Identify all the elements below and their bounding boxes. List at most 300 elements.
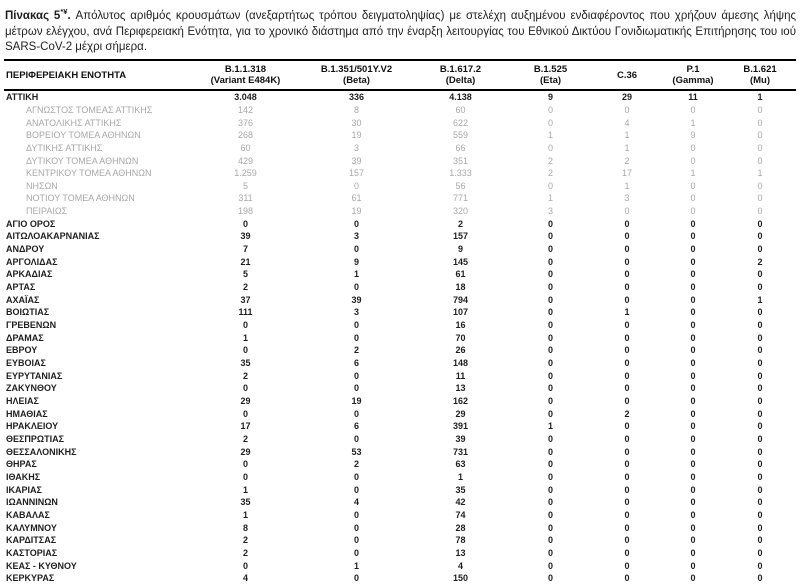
value-cell: 0: [624, 446, 630, 457]
value-cell: 0: [757, 345, 763, 356]
value-cell: 0: [547, 484, 553, 495]
variant-alias: (Beta): [343, 75, 370, 87]
caption-label: Πίνακας 5*¥.: [5, 7, 76, 22]
value-cell: 0: [757, 408, 763, 419]
value-cell: 0: [624, 459, 630, 470]
region-cell: ΝΟΤΙΟΥ ΤΟΜΕΑ ΑΘΗΝΩΝ: [26, 193, 135, 204]
value-cell: 0: [353, 370, 359, 381]
value-cell: 0: [690, 573, 696, 584]
value-cell: 0: [690, 206, 696, 217]
table-row-sub: [4, 142, 796, 155]
value-cell: 4: [242, 573, 248, 584]
value-cell: 0: [547, 117, 553, 128]
value-cell: 7: [242, 244, 248, 255]
value-cell: 0: [624, 433, 630, 444]
table-row: [4, 344, 796, 357]
value-cell: 622: [452, 117, 469, 128]
value-cell: 4: [457, 560, 463, 571]
value-cell: 1: [757, 168, 763, 179]
value-cell: 0: [547, 522, 553, 533]
value-cell: 0: [690, 408, 696, 419]
value-cell: 157: [348, 168, 365, 179]
region-cell: ΠΕΙΡΑΙΩΣ: [26, 206, 68, 217]
value-cell: 37: [240, 294, 251, 305]
value-cell: 0: [547, 459, 553, 470]
value-cell: 0: [624, 560, 630, 571]
value-cell: 0: [624, 256, 630, 267]
value-cell: 0: [624, 294, 630, 305]
value-cell: 39: [455, 433, 466, 444]
value-cell: 111: [238, 307, 253, 318]
region-cell: ΔΥΤΙΚΟΥ ΤΟΜΕΑ ΑΘΗΝΩΝ: [26, 155, 139, 166]
table-row: [4, 560, 796, 573]
value-cell: 6: [353, 421, 359, 432]
value-cell: 0: [547, 180, 553, 191]
region-cell: ΕΒΡΟΥ: [6, 345, 38, 356]
value-cell: 0: [242, 408, 248, 419]
value-cell: 9: [457, 244, 463, 255]
region-cell: ΗΜΑΘΙΑΣ: [6, 408, 48, 419]
value-cell: 11: [688, 92, 698, 103]
table-row: [4, 294, 796, 307]
value-cell: 53: [351, 446, 362, 457]
value-cell: 0: [757, 433, 763, 444]
value-cell: 2: [624, 155, 630, 166]
value-cell: 11: [455, 370, 466, 381]
value-cell: 13: [455, 547, 466, 558]
value-cell: 0: [547, 370, 553, 381]
table-row-sub: [4, 180, 796, 193]
value-cell: 3: [353, 307, 359, 318]
value-cell: 148: [452, 358, 469, 368]
value-cell: 731: [452, 446, 469, 457]
value-cell: 0: [624, 573, 630, 584]
variant-alias: (Variant E484K): [210, 75, 281, 87]
value-cell: 142: [237, 104, 254, 115]
caption-superscript: *¥: [60, 7, 68, 16]
value-cell: 0: [547, 244, 553, 255]
table-row: [4, 332, 796, 345]
value-cell: 0: [624, 218, 630, 229]
value-cell: 0: [547, 471, 553, 482]
value-cell: 0: [757, 244, 763, 255]
value-cell: 0: [547, 446, 553, 457]
value-cell: 0: [757, 459, 763, 470]
value-cell: 0: [690, 535, 696, 546]
value-cell: 0: [242, 471, 248, 482]
value-cell: 0: [624, 471, 630, 482]
value-cell: 0: [624, 370, 630, 381]
value-cell: 2: [547, 155, 553, 166]
value-cell: 0: [690, 180, 696, 191]
value-cell: 0: [353, 547, 359, 558]
value-cell: 0: [757, 130, 763, 141]
value-cell: 0: [690, 522, 696, 533]
value-cell: 0: [242, 218, 248, 229]
value-cell: 0: [353, 180, 359, 191]
table-row: [4, 256, 796, 269]
region-cell: ΚΑΡΔΙΤΣΑΣ: [6, 535, 57, 546]
column-header-b1621: [724, 60, 796, 90]
value-cell: 0: [624, 244, 630, 255]
variant-name: C.36: [616, 69, 638, 81]
value-cell: 19: [351, 130, 362, 141]
value-cell: 0: [547, 535, 553, 546]
value-cell: 0: [757, 104, 763, 115]
value-cell: 0: [690, 320, 696, 331]
value-cell: 0: [690, 509, 696, 520]
value-cell: 0: [690, 547, 696, 558]
region-cell: ΚΑΛΥΜΝΟΥ: [6, 522, 57, 533]
variant-name: B.1.621: [743, 64, 777, 76]
value-cell: 3: [547, 206, 553, 217]
value-cell: 0: [624, 535, 630, 546]
table-row: [4, 509, 796, 522]
value-cell: 351: [452, 155, 469, 166]
value-cell: 0: [624, 395, 630, 406]
value-cell: 9: [690, 130, 696, 141]
value-cell: 0: [624, 332, 630, 343]
table-row-sub: [4, 192, 796, 205]
region-cell: ΕΥΡΥΤΑΝΙΑΣ: [6, 370, 63, 381]
region-cell: ΙΚΑΡΙΑΣ: [6, 484, 42, 495]
value-cell: 0: [547, 395, 553, 406]
region-cell: ΚΕΑΣ - ΚΥΘΝΟΥ: [6, 560, 77, 571]
value-cell: 0: [690, 218, 696, 229]
value-cell: 0: [757, 484, 763, 495]
value-cell: 0: [547, 433, 553, 444]
region-cell: ΑΓΙΟ ΟΡΟΣ: [6, 218, 56, 229]
value-cell: 60: [455, 104, 466, 115]
value-cell: 0: [353, 573, 359, 584]
value-cell: 0: [757, 358, 763, 368]
value-cell: 0: [757, 471, 763, 482]
value-cell: 0: [690, 484, 696, 495]
table-row: [4, 90, 796, 104]
value-cell: 0: [757, 573, 763, 584]
value-cell: 376: [237, 117, 254, 128]
value-cell: 0: [757, 155, 763, 166]
region-cell: ΝΗΣΩΝ: [26, 180, 58, 191]
value-cell: 0: [757, 497, 763, 508]
value-cell: 0: [547, 269, 553, 280]
table-row: [4, 281, 796, 294]
value-cell: 0: [690, 395, 696, 406]
variant-alias: (Eta): [539, 75, 562, 87]
table-row: [4, 243, 796, 256]
value-cell: 26: [455, 345, 466, 356]
variant-name: P.1: [686, 64, 700, 76]
region-cell: ΙΩΑΝΝΙΝΩΝ: [6, 497, 58, 508]
table-row: [4, 446, 796, 459]
value-cell: 0: [690, 244, 696, 255]
value-cell: 0: [757, 320, 763, 331]
value-cell: 0: [624, 104, 630, 115]
value-cell: 0: [624, 509, 630, 520]
value-cell: 35: [455, 484, 466, 495]
value-cell: 0: [547, 142, 553, 153]
variants-table: [4, 59, 796, 585]
value-cell: 9: [353, 256, 359, 267]
value-cell: 0: [547, 497, 553, 508]
value-cell: 2: [757, 256, 763, 267]
value-cell: 0: [690, 383, 696, 394]
variant-alias: (Gamma): [672, 75, 714, 87]
table-row: [4, 382, 796, 395]
value-cell: 61: [455, 269, 466, 280]
value-cell: 4.138: [449, 92, 472, 103]
value-cell: 0: [242, 383, 248, 394]
value-cell: 4: [624, 117, 630, 128]
value-cell: 0: [547, 509, 553, 520]
column-header-b1525: [509, 60, 592, 90]
value-cell: 0: [690, 307, 696, 318]
value-cell: 2: [624, 408, 630, 419]
value-cell: 21: [240, 256, 251, 267]
value-cell: 0: [690, 231, 696, 242]
value-cell: 0: [353, 535, 359, 546]
value-cell: 0: [690, 471, 696, 482]
value-cell: 17: [621, 168, 632, 179]
region-cell: ΓΡΕΒΕΝΩΝ: [6, 320, 57, 331]
value-cell: 0: [757, 383, 763, 394]
region-cell: ΚΕΝΤΡΙΚΟΥ ΤΟΜΕΑ ΑΘΗΝΩΝ: [26, 168, 152, 179]
value-cell: 0: [757, 269, 763, 280]
value-cell: 0: [547, 294, 553, 305]
value-cell: 0: [690, 459, 696, 470]
table-header-row: [4, 60, 796, 90]
table-row: [4, 408, 796, 421]
table-body: [4, 90, 796, 585]
region-cell: ΑΝΑΤΟΛΙΚΗΣ ΑΤΤΙΚΗΣ: [26, 117, 122, 128]
region-cell: ΖΑΚΥΝΘΟΥ: [6, 383, 57, 394]
value-cell: 2: [242, 547, 248, 558]
value-cell: 74: [455, 509, 466, 520]
value-cell: 3: [353, 142, 359, 153]
value-cell: 0: [690, 282, 696, 293]
value-cell: 0: [624, 231, 630, 242]
value-cell: 29: [455, 408, 466, 419]
value-cell: 0: [757, 522, 763, 533]
value-cell: 19: [351, 206, 362, 217]
value-cell: 0: [353, 522, 359, 533]
value-cell: 1: [353, 269, 359, 280]
value-cell: 107: [452, 307, 469, 318]
value-cell: 0: [242, 459, 248, 470]
value-cell: 63: [455, 459, 466, 470]
value-cell: 2: [242, 282, 248, 293]
value-cell: 336: [348, 92, 365, 103]
value-cell: 5: [242, 269, 248, 280]
value-cell: 559: [452, 130, 469, 141]
region-cell: ΚΑΒΑΛΑΣ: [6, 509, 50, 520]
value-cell: 1: [547, 421, 553, 432]
value-cell: 0: [547, 320, 553, 331]
table-caption: [5, 4, 796, 56]
value-cell: 0: [757, 117, 763, 128]
value-cell: 0: [353, 218, 359, 229]
table-row-sub: [4, 104, 796, 117]
value-cell: 0: [757, 193, 763, 204]
value-cell: 0: [353, 332, 359, 343]
value-cell: 771: [452, 193, 469, 204]
value-cell: 198: [237, 206, 254, 217]
value-cell: 0: [757, 446, 763, 457]
value-cell: 13: [455, 383, 466, 394]
column-header-c36: [592, 60, 662, 90]
region-cell: ΚΕΡΚΥΡΑΣ: [6, 573, 55, 584]
region-cell: ΘΗΡΑΣ: [6, 459, 37, 470]
value-cell: 0: [690, 193, 696, 204]
value-cell: 0: [690, 433, 696, 444]
table-row-sub: [4, 117, 796, 130]
value-cell: 0: [547, 573, 553, 584]
value-cell: 0: [690, 370, 696, 381]
table-row: [4, 547, 796, 560]
region-cell: ΚΑΣΤΟΡΙΑΣ: [6, 547, 58, 558]
value-cell: 0: [757, 509, 763, 520]
value-cell: 0: [757, 332, 763, 343]
value-cell: 0: [757, 180, 763, 191]
value-cell: 2: [242, 370, 248, 381]
value-cell: 1.333: [449, 168, 472, 179]
value-cell: 35: [240, 497, 251, 508]
value-cell: 0: [353, 509, 359, 520]
value-cell: 0: [547, 256, 553, 267]
value-cell: 56: [455, 180, 466, 191]
value-cell: 2: [242, 535, 248, 546]
value-cell: 0: [624, 484, 630, 495]
value-cell: 78: [455, 535, 466, 546]
value-cell: 0: [353, 383, 359, 394]
value-cell: 1: [624, 180, 630, 191]
value-cell: 39: [351, 155, 362, 166]
value-cell: 0: [353, 320, 359, 331]
table-row: [4, 471, 796, 484]
value-cell: 35: [240, 358, 251, 368]
value-cell: 29: [240, 446, 251, 457]
value-cell: 2: [242, 433, 248, 444]
value-cell: 1: [353, 560, 359, 571]
region-cell: ΗΡΑΚΛΕΙΟΥ: [6, 421, 59, 432]
column-header-b16172: [412, 60, 509, 90]
region-cell: ΑΡΤΑΣ: [6, 282, 36, 293]
value-cell: 2: [353, 345, 359, 356]
table-row: [4, 370, 796, 383]
table-row: [4, 484, 796, 497]
table-row-sub: [4, 167, 796, 180]
table-row: [4, 534, 796, 547]
value-cell: 0: [353, 484, 359, 495]
value-cell: 0: [624, 547, 630, 558]
value-cell: 0: [242, 560, 248, 571]
value-cell: 0: [242, 345, 248, 356]
region-cell: ΙΘΑΚΗΣ: [6, 471, 41, 482]
region-cell: ΑΧΑΪΑΣ: [6, 294, 40, 305]
value-cell: 0: [757, 206, 763, 217]
region-cell: ΑΝΔΡΟΥ: [6, 244, 45, 255]
table-row: [4, 395, 796, 408]
value-cell: 1.259: [234, 168, 257, 179]
table-row: [4, 420, 796, 433]
value-cell: 0: [690, 358, 696, 368]
value-cell: 0: [757, 231, 763, 242]
value-cell: 4: [353, 497, 359, 508]
value-cell: 0: [757, 535, 763, 546]
value-cell: 0: [547, 547, 553, 558]
value-cell: 0: [353, 408, 359, 419]
value-cell: 3: [353, 231, 359, 242]
region-cell: ΕΥΒΟΙΑΣ: [6, 358, 46, 368]
value-cell: 0: [757, 307, 763, 318]
value-cell: 0: [690, 256, 696, 267]
region-cell: ΑΤΤΙΚΗ: [6, 92, 39, 103]
value-cell: 0: [757, 142, 763, 153]
value-cell: 1: [757, 92, 763, 103]
value-cell: 0: [757, 421, 763, 432]
value-cell: 162: [452, 395, 469, 406]
value-cell: 1: [624, 130, 630, 141]
value-cell: 0: [242, 320, 248, 331]
table-row: [4, 218, 796, 231]
region-cell: ΘΕΣΣΑΛΟΝΙΚΗΣ: [6, 446, 77, 457]
value-cell: 66: [455, 142, 466, 153]
value-cell: 3.048: [234, 92, 257, 103]
value-cell: 0: [690, 345, 696, 356]
value-cell: 2: [547, 168, 553, 179]
value-cell: 311: [238, 193, 253, 204]
table-row: [4, 357, 796, 370]
value-cell: 0: [624, 522, 630, 533]
value-cell: 0: [547, 358, 553, 368]
value-cell: 0: [690, 332, 696, 343]
value-cell: 0: [624, 206, 630, 217]
table-row-sub: [4, 129, 796, 142]
value-cell: 0: [353, 471, 359, 482]
value-cell: 0: [547, 218, 553, 229]
column-header-region: ΠΕΡΙΦΕΡΕΙΑΚΗ ΕΝΟΤΗΤΑ: [6, 69, 127, 81]
value-cell: 61: [351, 193, 362, 204]
region-cell: ΗΛΕΙΑΣ: [6, 395, 39, 406]
value-cell: 0: [353, 282, 359, 293]
table-row: [4, 458, 796, 471]
value-cell: 0: [353, 244, 359, 255]
value-cell: 794: [452, 294, 469, 305]
table-row: [4, 319, 796, 332]
value-cell: 0: [690, 142, 696, 153]
value-cell: 150: [452, 573, 469, 584]
table-row: [4, 572, 796, 585]
value-cell: 320: [452, 206, 469, 217]
value-cell: 0: [353, 433, 359, 444]
region-cell: ΔΡΑΜΑΣ: [6, 332, 44, 343]
value-cell: 17: [240, 421, 251, 432]
value-cell: 1: [690, 168, 696, 179]
value-cell: 0: [624, 358, 630, 368]
column-header-b1351: [301, 60, 412, 90]
value-cell: 0: [757, 395, 763, 406]
value-cell: 28: [455, 522, 466, 533]
table-row: [4, 306, 796, 319]
variant-alias: (Mu): [749, 75, 771, 87]
region-cell: ΑΙΤΩΛΟΑΚΑΡΝΑΝΙΑΣ: [6, 231, 100, 242]
value-cell: 0: [690, 497, 696, 508]
variant-alias: (Delta): [445, 75, 476, 87]
region-cell: ΑΓΝΩΣΤΟΣ ΤΟΜΕΑΣ ΑΤΤΙΚΗΣ: [26, 104, 153, 115]
value-cell: 1: [690, 117, 696, 128]
value-cell: 29: [240, 395, 251, 406]
value-cell: 391: [452, 421, 469, 432]
